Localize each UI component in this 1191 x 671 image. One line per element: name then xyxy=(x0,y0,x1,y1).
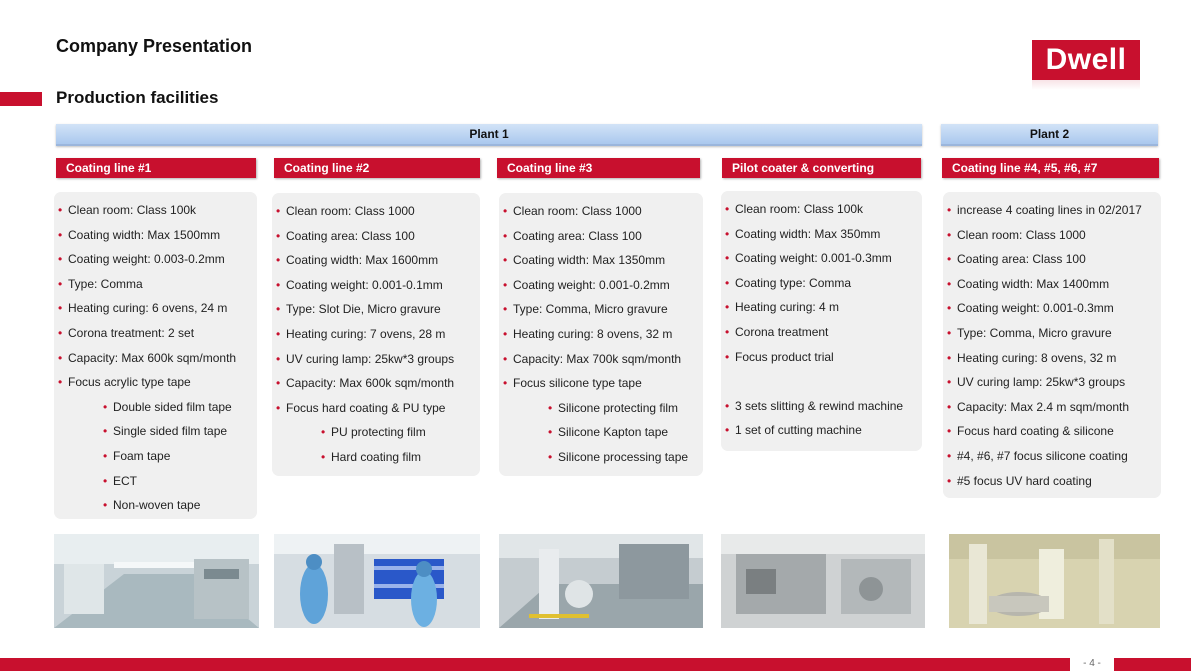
sub-bullet-item: • Non-woven tape xyxy=(58,493,253,518)
bullet-item: • Coating weight: 0.001-0.2mm xyxy=(503,273,699,298)
sub-bullet-item: • ECT xyxy=(58,469,253,494)
bullet-item: • Focus silicone type tape xyxy=(503,371,699,396)
dwell-logo: Dwell xyxy=(1032,40,1140,80)
sub-bullet-item: • Hard coating film xyxy=(276,445,476,470)
line-1-spec-card xyxy=(54,192,257,519)
plant-2-header: Plant 2 xyxy=(941,124,1158,146)
bullet-item: • Capacity: Max 600k sqm/month xyxy=(58,346,253,371)
bullet-item: • Coating width: Max 1350mm xyxy=(503,248,699,273)
operators-photo xyxy=(274,534,480,628)
sub-bullet-item: • Silicone Kapton tape xyxy=(503,420,699,445)
sub-bullet-item: • Silicone protecting film xyxy=(503,396,699,421)
bullet-item: • Coating area: Class 100 xyxy=(503,224,699,249)
bullet-item: • Focus hard coating & silicone xyxy=(947,419,1157,444)
bullet-item: • Type: Comma, Micro gravure xyxy=(947,321,1157,346)
page-title: Company Presentation xyxy=(56,36,253,56)
pilot-spec-card xyxy=(721,191,922,451)
bullet-item: • Clean room: Class 1000 xyxy=(947,223,1157,248)
spec-list xyxy=(276,199,476,470)
coating-machine-photo xyxy=(499,534,703,628)
bullet-item: • Heating curing: 8 ovens, 32 m xyxy=(503,322,699,347)
bullet-item: • Type: Comma xyxy=(58,272,253,297)
bullet-item: • 3 sets slitting & rewind machine xyxy=(725,394,918,419)
plant-1-header: Plant 1 xyxy=(56,124,922,146)
sub-bullet-item: • Foam tape xyxy=(58,444,253,469)
bullet-item: • Type: Comma, Micro gravure xyxy=(503,297,699,322)
coating-line-4-photo xyxy=(949,534,1160,628)
bullet-item: • Type: Slot Die, Micro gravure xyxy=(276,297,476,322)
bullet-item: • Heating curing: 7 ovens, 28 m xyxy=(276,322,476,347)
page-number: - 4 - xyxy=(1070,656,1114,671)
bullet-item: • Coating weight: 0.001-0.3mm xyxy=(947,296,1157,321)
bullet-item: • Clean room: Class 100k xyxy=(725,197,918,222)
sub-bullet-item: • Silicone processing tape xyxy=(503,445,699,470)
bullet-item: • Clean room: Class 1000 xyxy=(276,199,476,224)
spacer xyxy=(725,369,918,394)
bullet-item: • Capacity: Max 2.4 m sqm/month xyxy=(947,395,1157,420)
bullet-item: • Coating type: Comma xyxy=(725,271,918,296)
bullet-item: • #4, #6, #7 focus silicone coating xyxy=(947,444,1157,469)
bullet-item: • Heating curing: 6 ovens, 24 m xyxy=(58,296,253,321)
line-3-spec-card xyxy=(499,193,703,476)
line-1-header: Coating line #1 xyxy=(56,158,256,178)
bullet-item: • Focus product trial xyxy=(725,345,918,370)
clean-room-photo xyxy=(54,534,259,628)
spec-list xyxy=(503,199,699,470)
line-2-spec-card xyxy=(272,193,480,476)
bullet-item: • Heating curing: 8 ovens, 32 m xyxy=(947,346,1157,371)
bullet-item: • Coating width: Max 1400mm xyxy=(947,272,1157,297)
line-4-7-spec-card xyxy=(943,192,1161,498)
bullet-item: • 1 set of cutting machine xyxy=(725,418,918,443)
bullet-item: • Clean room: Class 1000 xyxy=(503,199,699,224)
sub-bullet-item: • Double sided film tape xyxy=(58,395,253,420)
spec-list xyxy=(947,198,1157,493)
line-2-header: Coating line #2 xyxy=(274,158,480,178)
bullet-item: • Corona treatment: 2 set xyxy=(58,321,253,346)
bullet-item: • #5 focus UV hard coating xyxy=(947,469,1157,494)
sub-bullet-item: • Single sided film tape xyxy=(58,419,253,444)
section-subtitle: Production facilities xyxy=(56,88,219,107)
bullet-item: • Capacity: Max 600k sqm/month xyxy=(276,371,476,396)
bullet-item: • Coating weight: 0.003-0.2mm xyxy=(58,247,253,272)
logo-reflection xyxy=(1032,80,1140,90)
spec-list xyxy=(58,198,253,518)
bullet-item: • Clean room: Class 100k xyxy=(58,198,253,223)
bullet-item: • Capacity: Max 700k sqm/month xyxy=(503,347,699,372)
bullet-item: • Coating weight: 0.001-0.3mm xyxy=(725,246,918,271)
bullet-item: • increase 4 coating lines in 02/2017 xyxy=(947,198,1157,223)
bullet-item: • UV curing lamp: 25kw*3 groups xyxy=(947,370,1157,395)
bullet-item: • Corona treatment xyxy=(725,320,918,345)
bullet-item: • Coating weight: 0.001-0.1mm xyxy=(276,273,476,298)
section-marker xyxy=(0,92,42,106)
sub-bullet-item: • PU protecting film xyxy=(276,420,476,445)
line-4-7-header: Coating line #4, #5, #6, #7 xyxy=(942,158,1159,178)
spec-list xyxy=(725,197,918,443)
bullet-item: • Focus acrylic type tape xyxy=(58,370,253,395)
bullet-item: • Coating width: Max 1600mm xyxy=(276,248,476,273)
bullet-item: • Coating area: Class 100 xyxy=(276,224,476,249)
pilot-coater-photo xyxy=(721,534,925,628)
line-3-header: Coating line #3 xyxy=(497,158,700,178)
bullet-item: • Heating curing: 4 m xyxy=(725,295,918,320)
bullet-item: • Coating width: Max 1500mm xyxy=(58,223,253,248)
bullet-item: • Coating width: Max 350mm xyxy=(725,222,918,247)
bullet-item: • UV curing lamp: 25kw*3 groups xyxy=(276,347,476,372)
bullet-item: • Coating area: Class 100 xyxy=(947,247,1157,272)
pilot-line-header: Pilot coater & converting xyxy=(722,158,921,178)
bullet-item: • Focus hard coating & PU type xyxy=(276,396,476,421)
footer-bar xyxy=(0,658,1191,671)
